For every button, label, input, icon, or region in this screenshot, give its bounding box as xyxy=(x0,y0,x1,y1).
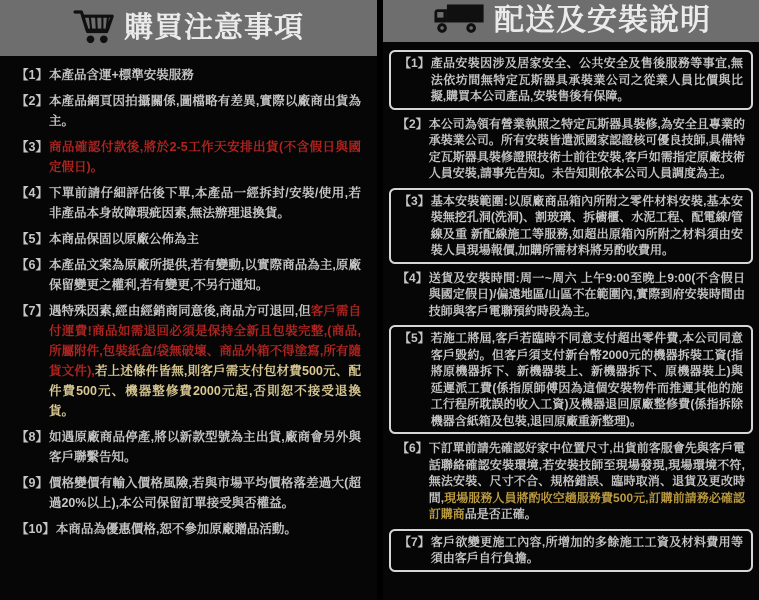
item-text xyxy=(49,91,361,131)
notice-item xyxy=(397,440,745,523)
notice-text-segment: 送貨及安裝時間:周一~周六 上午9:00至晚上9:00(不含假日與國定假日)/偏遠地區/山區不在範圍內,實際到府安裝時間由技師與客戶電聯預約時段為主。 xyxy=(428,270,745,318)
item-number: 【5】 xyxy=(16,232,48,246)
notice-box xyxy=(389,529,753,572)
notice-item xyxy=(16,473,361,513)
notice-item xyxy=(399,330,743,429)
notice-text-segment: 客戶需自付運費!商品如需退回必須是保持全新且包裝完整,(商品,所屬附件,包裝紙盒/袋無破壞、商品外箱不得塗寫,所有隨貨文件), xyxy=(48,304,361,378)
notice-text-segment: 價格變價有輸入價格風險,若與市場平均價格落差過大(超過20%以上),本公司保留訂單接受與否權益。 xyxy=(48,476,361,510)
notice-item xyxy=(399,55,743,105)
truck-icon xyxy=(431,2,485,41)
notice-text-segment: 若施工將屆,客戶若臨時不同意支付超出零件費,本公司同意客戶毀約。但客戶須支付新台幣2000元的機器拆裝工資(指將原機器拆下、新機器裝上、新機器拆下、原機器裝上)與延遲派工費(係指原師傅因為這個安裝物件而推遲其他的施工行程所耽誤的收入工資)及機器退回原廠整修費(係指拆除機器含紙箱及包裝,退回原廠重新整理)。 xyxy=(430,331,743,428)
item-text xyxy=(49,65,361,85)
notice-item-wrap xyxy=(6,181,371,225)
notice-item-wrap xyxy=(6,517,371,541)
item-number: 【7】 xyxy=(16,304,48,318)
item-text xyxy=(431,193,743,259)
item-number: 【2】 xyxy=(16,94,48,108)
item-text xyxy=(49,255,361,295)
item-text xyxy=(429,270,745,320)
item-text xyxy=(49,301,361,421)
delivery-install-title: 配送及安裝說明 xyxy=(494,4,711,37)
item-number: 【9】 xyxy=(16,476,48,490)
item-text xyxy=(431,534,743,567)
notice-text-segment: 本商品為優惠價格,恕不參加原廠贈品活動。 xyxy=(55,522,297,536)
purchase-notes-title: 購買注意事項 xyxy=(123,11,304,44)
item-text xyxy=(431,330,743,429)
notice-item-wrap xyxy=(387,268,755,322)
notice-text-segment: 產品安裝因涉及居家安全、公共安全及售後服務等事宜,無法依坊間無特定瓦斯器具承裝業公司之從業人員比價與比擬,購買本公司產品,安裝售後有保障。 xyxy=(430,56,743,103)
notice-item xyxy=(399,193,743,259)
notice-item xyxy=(16,301,361,421)
item-text xyxy=(49,137,361,177)
delivery-install-list xyxy=(383,42,759,600)
item-number: 【8】 xyxy=(16,430,48,444)
notice-item-wrap xyxy=(6,299,371,423)
item-number: 【2】 xyxy=(397,116,428,131)
item-number: 【5】 xyxy=(399,331,430,345)
notice-text-segment: 下訂單前請先確認好家中位置尺寸,出貨前客服會先與客戶電話聯絡確認安裝環境,若安裝技師至現場發現,現場環境不符,無法安裝、尺寸不合、規格錯誤、臨時取消、退貨及更改時間, xyxy=(428,441,745,505)
notice-item-wrap xyxy=(6,135,371,179)
item-number: 【3】 xyxy=(399,193,430,208)
notice-text-segment: 若上述條件皆無,則客戶需支付包材費500元、配件費500元、機器整修費2000元起,否則恕不接受退換貨。 xyxy=(48,364,361,418)
notice-item-wrap xyxy=(387,114,755,184)
notice-text-segment: 現場服務人員將酌收空趟服務費500元,訂購前請務必確認訂購商 xyxy=(428,490,745,521)
item-text xyxy=(431,55,743,105)
notice-item xyxy=(16,427,361,467)
item-number: 【6】 xyxy=(16,258,48,272)
notice-text-segment: 本商品保固以原廠公佈為主 xyxy=(48,232,199,246)
notice-item-wrap xyxy=(6,227,371,251)
notice-item-wrap xyxy=(6,425,371,469)
purchase-notes-panel xyxy=(0,0,377,600)
item-text xyxy=(49,229,361,249)
notice-item xyxy=(399,534,743,567)
item-number: 【4】 xyxy=(397,270,428,285)
item-text xyxy=(56,519,361,539)
item-number: 【7】 xyxy=(399,534,430,549)
item-text xyxy=(49,183,361,223)
notice-text-segment: 本公司為領有營業執照之特定瓦斯器具裝修,為安全且專業的承裝業公司。所有安裝皆遣派國家認證核可優良技師,具備特定瓦斯器具裝修證照技術士前往安裝,客戶如需指定原廠技術人員安裝,請事先告知。未告知則依本公司人員調度為主。 xyxy=(428,116,745,180)
notice-item xyxy=(16,255,361,295)
notice-text-segment: 客戶欲變更施工內容,所增加的多餘施工工資及材料費用等須由客戶自行負擔。 xyxy=(430,534,743,565)
notice-item-wrap xyxy=(387,438,755,525)
item-text xyxy=(429,116,745,182)
notice-item xyxy=(16,65,361,85)
notice-text-segment: 下單前請仔細評估後下單,本產品一經拆封/安裝/使用,若非產品本身故障瑕疵因素,無法辦理退換貨。 xyxy=(48,186,361,220)
item-number: 【1】 xyxy=(16,68,48,82)
notice-text-segment: 本產品網頁因拍攝關係,圖檔略有差異,實際以廠商出貨為主。 xyxy=(48,94,361,128)
item-text xyxy=(429,440,745,523)
notice-item xyxy=(16,229,361,249)
notice-item-wrap xyxy=(6,63,371,87)
item-text xyxy=(49,473,361,513)
item-text xyxy=(49,427,361,467)
notice-text-segment: 商品確認付款後,將於2-5工作天安排出貨(不含假日與國定假日)。 xyxy=(48,140,361,174)
notice-box xyxy=(389,188,753,264)
notice-text-segment: 本產品含運+標準安裝服務 xyxy=(48,68,194,82)
item-number: 【6】 xyxy=(397,441,428,455)
purchase-notes-header xyxy=(0,0,377,56)
purchase-notes-list xyxy=(0,56,377,600)
notice-item xyxy=(397,270,745,320)
notice-item xyxy=(16,91,361,131)
notice-box xyxy=(389,325,753,434)
notice-item-wrap xyxy=(6,89,371,133)
notice-item xyxy=(16,183,361,223)
delivery-install-panel xyxy=(383,0,759,600)
notice-text-segment: 基本安裝範圍:以原廠商品箱內所附之零件材料安裝,基本安裝無挖孔洞(洗洞)、割玻璃、拆櫥櫃、水泥工程、配電線/管線及重 新配線施工等服務,如超出原箱內所附之材料須由安裝人員現場報價,加購所需材料將另酌收費用。 xyxy=(430,193,743,257)
item-number: 【4】 xyxy=(16,186,48,200)
item-number: 【10】 xyxy=(16,522,55,536)
notice-item xyxy=(397,116,745,182)
notice-box xyxy=(389,50,753,110)
notice-item-wrap xyxy=(6,471,371,515)
notice-item xyxy=(16,519,361,539)
item-number: 【1】 xyxy=(399,56,430,70)
notice-item xyxy=(16,137,361,177)
notice-text-segment: 遇特殊因素,經由經銷商同意後,商品方可退回,但 xyxy=(48,304,311,318)
notice-text-segment: 品是否正確。 xyxy=(464,507,537,521)
notice-text-segment: 如遇原廠商品停產,將以新款型號為主出貨,廠商會另外與客戶聯繫告知。 xyxy=(48,430,361,464)
item-number: 【3】 xyxy=(16,140,48,154)
notice-item-wrap xyxy=(6,253,371,297)
delivery-install-header xyxy=(383,0,759,42)
cart-icon xyxy=(73,7,115,50)
notice-text-segment: 本產品文案為原廠所提供,若有變動,以實際商品為主,原廠保留變更之權利,若有變更,不另行通知。 xyxy=(48,258,361,292)
